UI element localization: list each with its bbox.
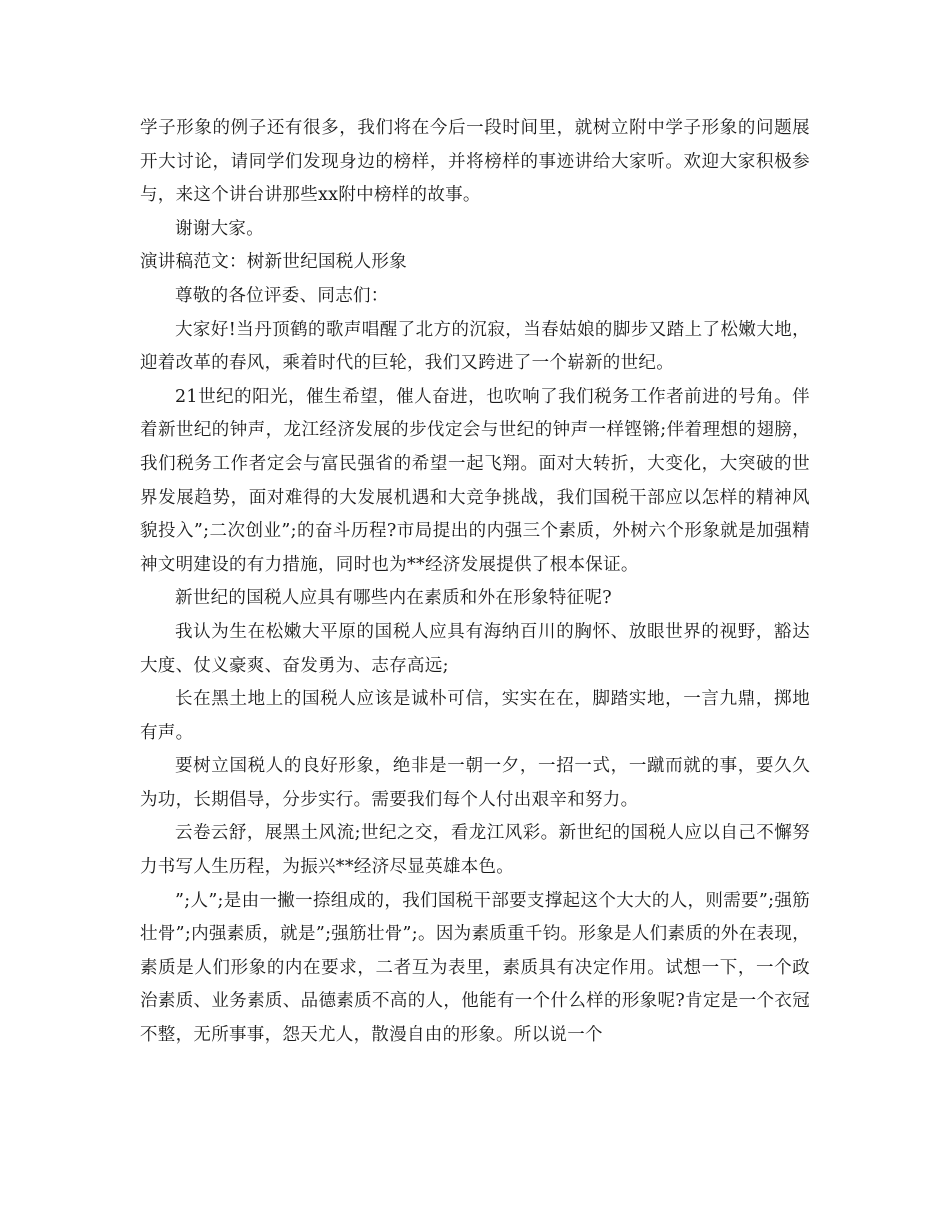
paragraph: ”;人”;是由一撇一捺组成的，我们国税干部要支撑起这个大大的人，则需要”;强筋壮骨”;内强素质，就是”;强筋壮骨”;。因为素质重千钧。形象是人们素质的外在表现，素质是人们形象的内在要求，二者互为表里，素质具有决定作用。试想一下，一个政治素质、业务素质、品德素质不高的人，他能有一个什么样的形象呢?肯定是一个衣冠不整，无所事事，怨天尤人，散漫自由的形象。所以说一个 (140, 890, 810, 1046)
paragraph: 新世纪的国税人应具有哪些内在素质和外在形象特征呢? (175, 588, 612, 609)
paragraph: 21世纪的阳光，催生希望，催人奋进，也吹响了我们税务工作者前进的号角。伴着新世纪的钟声，龙江经济发展的步伐定会与世纪的钟声一样铿锵;伴着理想的翅膀，我们税务工作者定会与富民强省的希望一起飞翔。面对大转折，大变化，大突破的世界发展趋势，面对难得的大发展机遇和大竞争挑战，我们国税干部应以怎样的精神风貌投入”;二次创业”;的奋斗历程?市局提出的内强三个素质，外树六个形象就是加强精神文明建设的有力措施，同时也为**经济发展提供了根本保证。 (140, 386, 810, 575)
paragraph: 谢谢大家。 (175, 218, 264, 239)
paragraph: 云卷云舒，展黑土风流;世纪之交，看龙江风彩。新世纪的国税人应以自己不懈努力书写人生历程，为振兴**经济尽显英雄本色。 (140, 823, 810, 878)
paragraph: 要树立国税人的良好形象，绝非是一朝一夕，一招一式，一蹴而就的事，要久久为功，长期倡导，分步实行。需要我们每个人付出艰辛和努力。 (140, 756, 810, 810)
section-heading: 演讲稿范文：树新世纪国税人形象 (140, 252, 407, 273)
paragraph: 大家好!当丹顶鹤的歌声唱醒了北方的沉寂，当春姑娘的脚步又踏上了松嫩大地，迎着改革的春风，乘着时代的巨轮，我们又跨进了一个崭新的世纪。 (140, 319, 810, 374)
salutation: 尊敬的各位评委、同志们： (175, 285, 389, 306)
paragraph: 我认为生在松嫩大平原的国税人应具有海纳百川的胸怀、放眼世界的视野，豁达大度、仗义豪爽、奋发勇为、志存高远; (140, 621, 810, 676)
paragraph: 学子形象的例子还有很多，我们将在今后一段时间里，就树立附中学子形象的问题展开大讨论，请同学们发现身边的榜样，并将榜样的事迹讲给大家听。欢迎大家积极参与，来这个讲台讲那些xx附中榜样的故事。 (140, 118, 810, 206)
document-body (140, 112, 810, 1053)
paragraph: 长在黑土地上的国税人应该是诚朴可信，实实在在，脚踏实地，一言九鼎，掷地有声。 (140, 689, 810, 743)
